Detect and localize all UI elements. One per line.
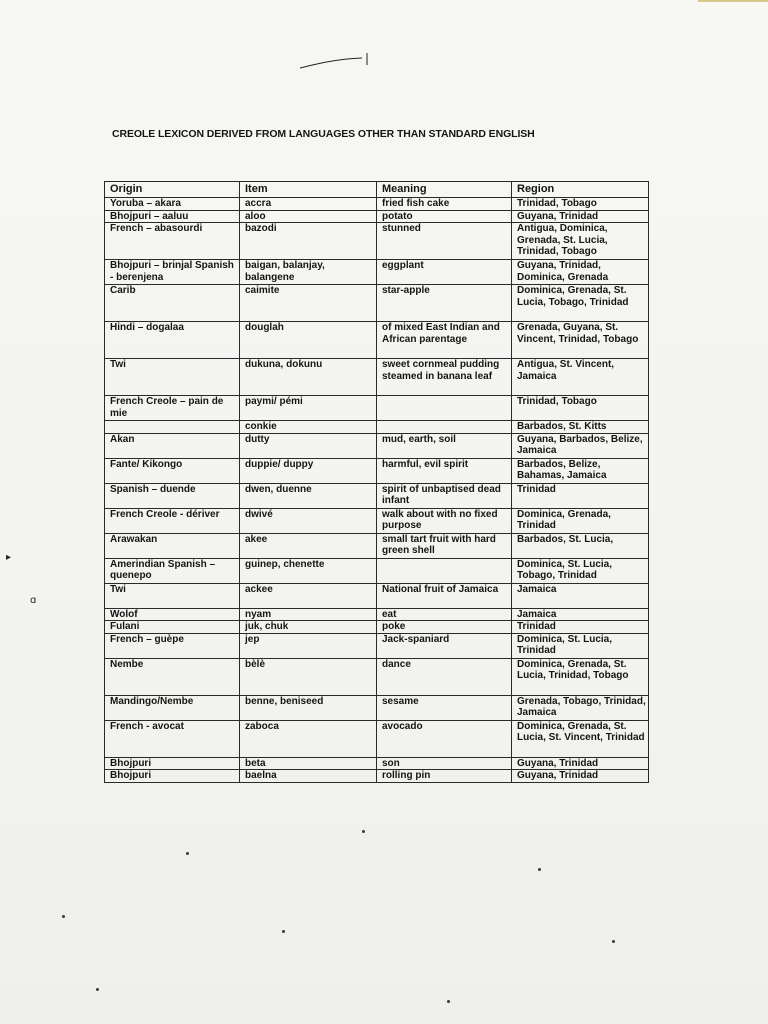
cell-meaning bbox=[377, 421, 512, 434]
cell-region: Trinidad bbox=[512, 483, 649, 508]
table-row bbox=[105, 396, 649, 421]
dust-speck bbox=[447, 1000, 450, 1003]
cell-region: Guyana, Trinidad, Dominica, Grenada bbox=[512, 260, 649, 285]
cell-item: dwen, duenne bbox=[240, 483, 377, 508]
cell-origin: Fulani bbox=[105, 621, 240, 634]
table-row bbox=[105, 770, 649, 783]
cell-origin: Nembe bbox=[105, 658, 240, 695]
cell-origin: French Creole – pain de mie bbox=[105, 396, 240, 421]
table-row bbox=[105, 508, 649, 533]
cell-meaning: fried fish cake bbox=[377, 198, 512, 211]
cell-region: Barbados, St. Kitts bbox=[512, 421, 649, 434]
table-row bbox=[105, 223, 649, 260]
cell-region: Barbados, Belize, Bahamas, Jamaica bbox=[512, 458, 649, 483]
cell-item: ackee bbox=[240, 583, 377, 608]
table-row bbox=[105, 533, 649, 558]
dust-speck bbox=[62, 915, 65, 918]
cell-item: douglah bbox=[240, 322, 377, 359]
lexicon-table bbox=[104, 181, 649, 783]
table-row bbox=[105, 210, 649, 223]
cell-region: Dominica, Grenada, Trinidad bbox=[512, 508, 649, 533]
cell-meaning: son bbox=[377, 757, 512, 770]
cell-item: accra bbox=[240, 198, 377, 211]
cell-origin: Akan bbox=[105, 433, 240, 458]
table-row bbox=[105, 433, 649, 458]
cell-meaning: eggplant bbox=[377, 260, 512, 285]
cell-item: akee bbox=[240, 533, 377, 558]
cell-region: Dominica, Grenada, St. Lucia, Trinidad, Tobago bbox=[512, 658, 649, 695]
cell-origin: Twi bbox=[105, 583, 240, 608]
document-title: CREOLE LEXICON DERIVED FROM LANGUAGES OTHER THAN STANDARD ENGLISH bbox=[112, 128, 535, 140]
cell-item: dukuna, dokunu bbox=[240, 359, 377, 396]
cell-origin: Carib bbox=[105, 285, 240, 322]
cell-item: duppie/ duppy bbox=[240, 458, 377, 483]
cell-item: jep bbox=[240, 633, 377, 658]
cell-meaning: mud, earth, soil bbox=[377, 433, 512, 458]
cell-item: caimite bbox=[240, 285, 377, 322]
cell-item: conkie bbox=[240, 421, 377, 434]
cell-origin: Hindi – dogalaa bbox=[105, 322, 240, 359]
table-row bbox=[105, 621, 649, 634]
cell-meaning: rolling pin bbox=[377, 770, 512, 783]
table-row bbox=[105, 322, 649, 359]
cell-meaning: sweet cornmeal pudding steamed in banana leaf bbox=[377, 359, 512, 396]
cell-meaning: dance bbox=[377, 658, 512, 695]
margin-ink-mark: ɑ bbox=[30, 595, 37, 606]
header-item: Item bbox=[240, 182, 377, 198]
cell-region: Antigua, St. Vincent, Jamaica bbox=[512, 359, 649, 396]
cell-meaning: eat bbox=[377, 608, 512, 621]
cell-region: Jamaica bbox=[512, 608, 649, 621]
cell-origin: Wolof bbox=[105, 608, 240, 621]
cell-meaning: small tart fruit with hard green shell bbox=[377, 533, 512, 558]
cell-item: aloo bbox=[240, 210, 377, 223]
header-region: Region bbox=[512, 182, 649, 198]
table-row bbox=[105, 285, 649, 322]
cell-meaning: Jack-spaniard bbox=[377, 633, 512, 658]
paper-edge bbox=[698, 0, 768, 2]
cell-item: baigan, balanjay, balangene bbox=[240, 260, 377, 285]
table-row bbox=[105, 695, 649, 720]
cell-meaning: National fruit of Jamaica bbox=[377, 583, 512, 608]
table-row bbox=[105, 483, 649, 508]
cell-origin: French - avocat bbox=[105, 720, 240, 757]
table-row bbox=[105, 583, 649, 608]
cell-origin: Amerindian Spanish – quenepo bbox=[105, 558, 240, 583]
cell-meaning: stunned bbox=[377, 223, 512, 260]
cell-origin: Bhojpuri bbox=[105, 757, 240, 770]
cell-region: Grenada, Guyana, St. Vincent, Trinidad, Tobago bbox=[512, 322, 649, 359]
cell-item: dutty bbox=[240, 433, 377, 458]
cell-meaning: spirit of unbaptised dead infant bbox=[377, 483, 512, 508]
cell-item: zaboca bbox=[240, 720, 377, 757]
cell-item: nyam bbox=[240, 608, 377, 621]
cell-item: juk, chuk bbox=[240, 621, 377, 634]
cell-origin: Bhojpuri – brinjal Spanish - berenjena bbox=[105, 260, 240, 285]
cell-item: baelna bbox=[240, 770, 377, 783]
cell-region: Antigua, Dominica, Grenada, St. Lucia, Trinidad, Tobago bbox=[512, 223, 649, 260]
cell-origin: Twi bbox=[105, 359, 240, 396]
header-meaning: Meaning bbox=[377, 182, 512, 198]
cell-origin: Mandingo/Nembe bbox=[105, 695, 240, 720]
cell-region: Barbados, St. Lucia, bbox=[512, 533, 649, 558]
cell-region: Guyana, Trinidad bbox=[512, 210, 649, 223]
cell-origin bbox=[105, 421, 240, 434]
cell-item: guinep, chenette bbox=[240, 558, 377, 583]
cell-origin: Yoruba – akara bbox=[105, 198, 240, 211]
table-row bbox=[105, 658, 649, 695]
cell-origin: Bhojpuri bbox=[105, 770, 240, 783]
cell-region: Grenada, Tobago, Trinidad, Jamaica bbox=[512, 695, 649, 720]
cell-origin: Spanish – duende bbox=[105, 483, 240, 508]
table-row bbox=[105, 633, 649, 658]
header-origin: Origin bbox=[105, 182, 240, 198]
cell-region: Trinidad bbox=[512, 621, 649, 634]
table-row bbox=[105, 608, 649, 621]
table-row bbox=[105, 558, 649, 583]
dust-speck bbox=[362, 830, 365, 833]
dust-speck bbox=[186, 852, 189, 855]
margin-arrow-mark: ▸ bbox=[6, 552, 12, 563]
cell-meaning: sesame bbox=[377, 695, 512, 720]
cell-region: Jamaica bbox=[512, 583, 649, 608]
cell-meaning: potato bbox=[377, 210, 512, 223]
cell-meaning bbox=[377, 396, 512, 421]
cell-region: Trinidad, Tobago bbox=[512, 396, 649, 421]
cell-item: benne, beniseed bbox=[240, 695, 377, 720]
dust-speck bbox=[538, 868, 541, 871]
cell-region: Dominica, St. Lucia, Trinidad bbox=[512, 633, 649, 658]
cell-meaning: walk about with no fixed purpose bbox=[377, 508, 512, 533]
cell-meaning: star-apple bbox=[377, 285, 512, 322]
cell-region: Trinidad, Tobago bbox=[512, 198, 649, 211]
table-row bbox=[105, 260, 649, 285]
dust-speck bbox=[612, 940, 615, 943]
cell-region: Dominica, Grenada, St. Lucia, Tobago, Trinidad bbox=[512, 285, 649, 322]
cell-meaning: poke bbox=[377, 621, 512, 634]
cell-item: bazodi bbox=[240, 223, 377, 260]
table-row bbox=[105, 720, 649, 757]
cell-region: Dominica, St. Lucia, Tobago, Trinidad bbox=[512, 558, 649, 583]
cell-origin: Bhojpuri – aaluu bbox=[105, 210, 240, 223]
dust-speck bbox=[96, 988, 99, 991]
cell-region: Guyana, Trinidad bbox=[512, 757, 649, 770]
table-row bbox=[105, 359, 649, 396]
cell-item: bèlè bbox=[240, 658, 377, 695]
table-row bbox=[105, 458, 649, 483]
cell-origin: French – abasourdi bbox=[105, 223, 240, 260]
cell-meaning: avocado bbox=[377, 720, 512, 757]
dust-speck bbox=[282, 930, 285, 933]
table-header-row bbox=[105, 182, 649, 198]
cell-meaning bbox=[377, 558, 512, 583]
cell-origin: Fante/ Kikongo bbox=[105, 458, 240, 483]
cell-region: Guyana, Barbados, Belize, Jamaica bbox=[512, 433, 649, 458]
cell-item: beta bbox=[240, 757, 377, 770]
table-row bbox=[105, 198, 649, 211]
table-body bbox=[105, 198, 649, 783]
cell-origin: French – guèpe bbox=[105, 633, 240, 658]
cell-item: dwivé bbox=[240, 508, 377, 533]
cell-meaning: of mixed East Indian and African parentage bbox=[377, 322, 512, 359]
table-row bbox=[105, 757, 649, 770]
cell-item: paymi/ pémi bbox=[240, 396, 377, 421]
cell-origin: Arawakan bbox=[105, 533, 240, 558]
table-row bbox=[105, 421, 649, 434]
cell-meaning: harmful, evil spirit bbox=[377, 458, 512, 483]
cell-origin: French Creole - dériver bbox=[105, 508, 240, 533]
cell-region: Dominica, Grenada, St. Lucia, St. Vincent, Trinidad bbox=[512, 720, 649, 757]
cell-region: Guyana, Trinidad bbox=[512, 770, 649, 783]
pen-scribble bbox=[296, 50, 376, 74]
